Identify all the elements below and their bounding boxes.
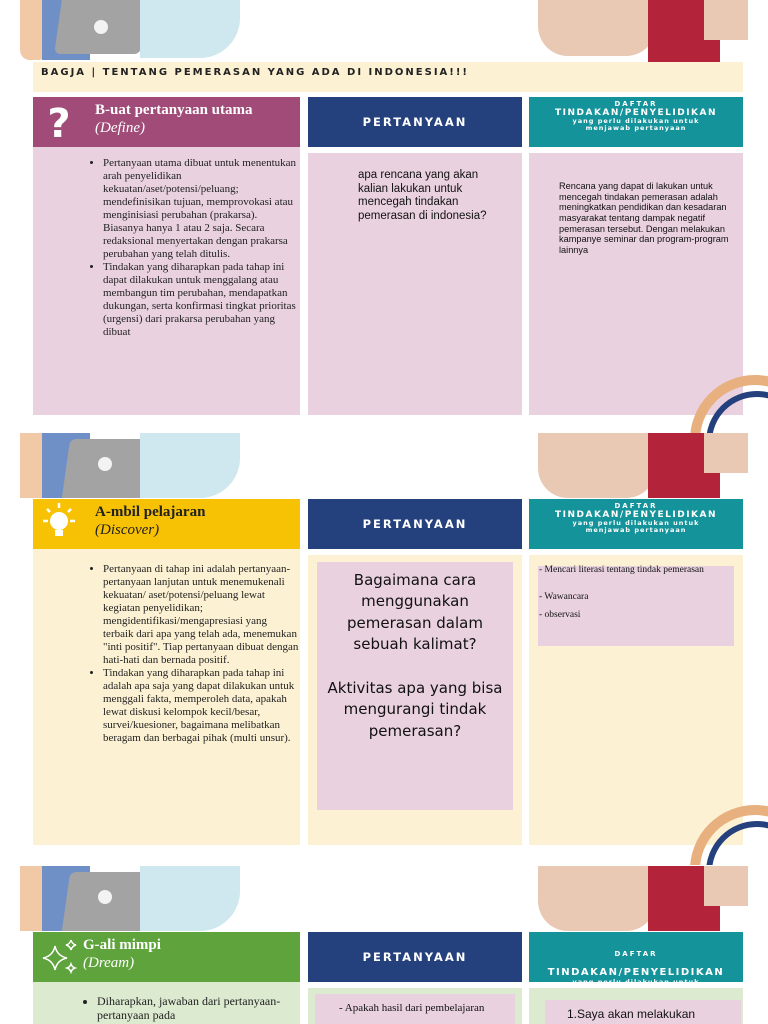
decor-wave-2 xyxy=(680,795,768,865)
discover-subtitle: (Discover) xyxy=(95,522,160,538)
pertanyaan-header: PERTANYAAN xyxy=(308,932,522,982)
header-bar xyxy=(33,62,743,92)
lightbulb-icon xyxy=(33,499,85,549)
discover-action-3: - observasi xyxy=(539,610,581,620)
sparkles-icon xyxy=(33,932,85,982)
list-item: • Diharapkan, jawaban dari pertanyaan-pertanyaan pada xyxy=(97,994,299,1022)
define-question-box xyxy=(308,153,522,415)
tindakan-header: DAFTAR TINDAKAN/PENYELIDIKAN yang perlu dilakukan untuk menjawab pertanyaan xyxy=(529,499,743,549)
define-title: B-uat pertanyaan utama xyxy=(95,102,253,118)
discover-question-1: Bagaimana cara menggunakan pemerasan dalam sebuah kalimat? xyxy=(347,571,483,653)
pertanyaan-header: PERTANYAAN xyxy=(308,499,522,549)
define-bullets xyxy=(89,157,299,339)
tindakan-header: DAFTAR TINDAKAN/PENYELIDIKAN yang perlu dilakukan untuk menjawab pertanyaan xyxy=(529,97,743,147)
discover-question-2: Aktivitas apa yang bisa mengurangi tindak pemerasan? xyxy=(327,679,503,740)
pertanyaan-header: PERTANYAAN xyxy=(308,97,522,147)
dream-question: - Apakah hasil dari pembelajaran xyxy=(339,1002,485,1014)
svg-text:?: ? xyxy=(47,101,71,147)
illustration-top-left xyxy=(20,0,240,60)
define-subtitle: (Define) xyxy=(95,120,145,136)
discover-question-area xyxy=(308,555,522,845)
tindakan-header: DAFTAR TINDAKAN/PENYELIDIKAN yang perlu dilakukan untuk xyxy=(529,932,743,982)
discover-bullets xyxy=(89,563,299,745)
define-section xyxy=(33,97,743,415)
illustration-top-right xyxy=(528,0,768,62)
dream-question-box xyxy=(315,994,515,1024)
list-item: • Tindakan yang diharapkan pada tahap ini dapat dilakukan untuk menggalang atau membangun tim perubahan, mendapatkan dukungan, serta konfirmasi tingkat prioritas (urgensi) dari prakarsa perubahan yang dibuat xyxy=(103,261,299,339)
discover-title: A-mbil pelajaran xyxy=(95,504,206,520)
list-item: • Pertanyaan di tahap ini adalah pertanyaan-pertanyaan lanjutan untuk menemukenali kekuatan/ aset/potensi/peluang lewat kegiatan penyelidikan; mengidentifikasi/mengapresiasi yang terbaik dari apa yang telah ada, menemukan "inti positif". Tiap pertanyaan dibuat dengan hati-hati dan bernada positif. xyxy=(103,563,299,667)
illustration-middle-left xyxy=(20,433,240,498)
discover-action-2: - Wawancara xyxy=(539,592,589,602)
dream-section xyxy=(33,932,743,1024)
dream-bullets xyxy=(83,994,299,1022)
dream-action-box xyxy=(545,1000,741,1024)
list-item: • Pertanyaan utama dibuat untuk menentukan arah penyelidikan kekuatan/aset/potensi/peluang; mendefinisikan tujuan, memprovokasi atau menginisiasi perubahan (prakarsa). Biasanya hanya 1 atau 2 saja. Secara redaksional menyertakan dengan prakarsa perubahan yang telah ditulis. xyxy=(103,157,299,261)
discover-section xyxy=(33,499,743,845)
dream-action: 1.Saya akan melakukan xyxy=(567,1007,696,1021)
define-action: Rencana yang dapat di lakukan untuk mencegah tindakan pemerasan adalah meningkatkan pendidikan dan kesadaran masyarakat tentang dampak negatif pemerasan tersebut. Dengan melakukan kampanye seminar dan program-program lainnya xyxy=(559,181,729,256)
illustration-bottom-left xyxy=(20,866,240,931)
list-item: • Tindakan yang diharapkan pada tahap ini adalah apa saja yang dapat dilakukan untuk menggali fakta, memperoleh data, apakah lewat diskusi kelompok kecil/besar, survei/kuesioner, bagaimana melibatkan beragam dan berbagai pihak (multi unsur). xyxy=(103,667,299,745)
discover-action-box xyxy=(538,566,734,646)
illustration-middle-right xyxy=(528,433,768,498)
decor-wave-1 xyxy=(680,365,768,435)
dream-action-area xyxy=(529,988,743,1024)
discover-question-box xyxy=(317,562,513,810)
discover-action-1: - Mencari literasi tentang tindak pemerasan xyxy=(539,565,704,575)
define-question: apa rencana yang akan kalian lakukan untuk mencegah tindakan pemerasan di indonesia? xyxy=(358,169,487,222)
header-title: BAGJA | TENTANG PEMERASAN YANG ADA DI INDONESIA!!! xyxy=(41,67,469,78)
dream-title: G-ali mimpi xyxy=(83,937,161,953)
illustration-bottom-right xyxy=(528,866,768,931)
dream-question-area xyxy=(308,988,522,1024)
dream-subtitle: (Dream) xyxy=(83,955,135,971)
question-mark-icon xyxy=(33,97,85,147)
